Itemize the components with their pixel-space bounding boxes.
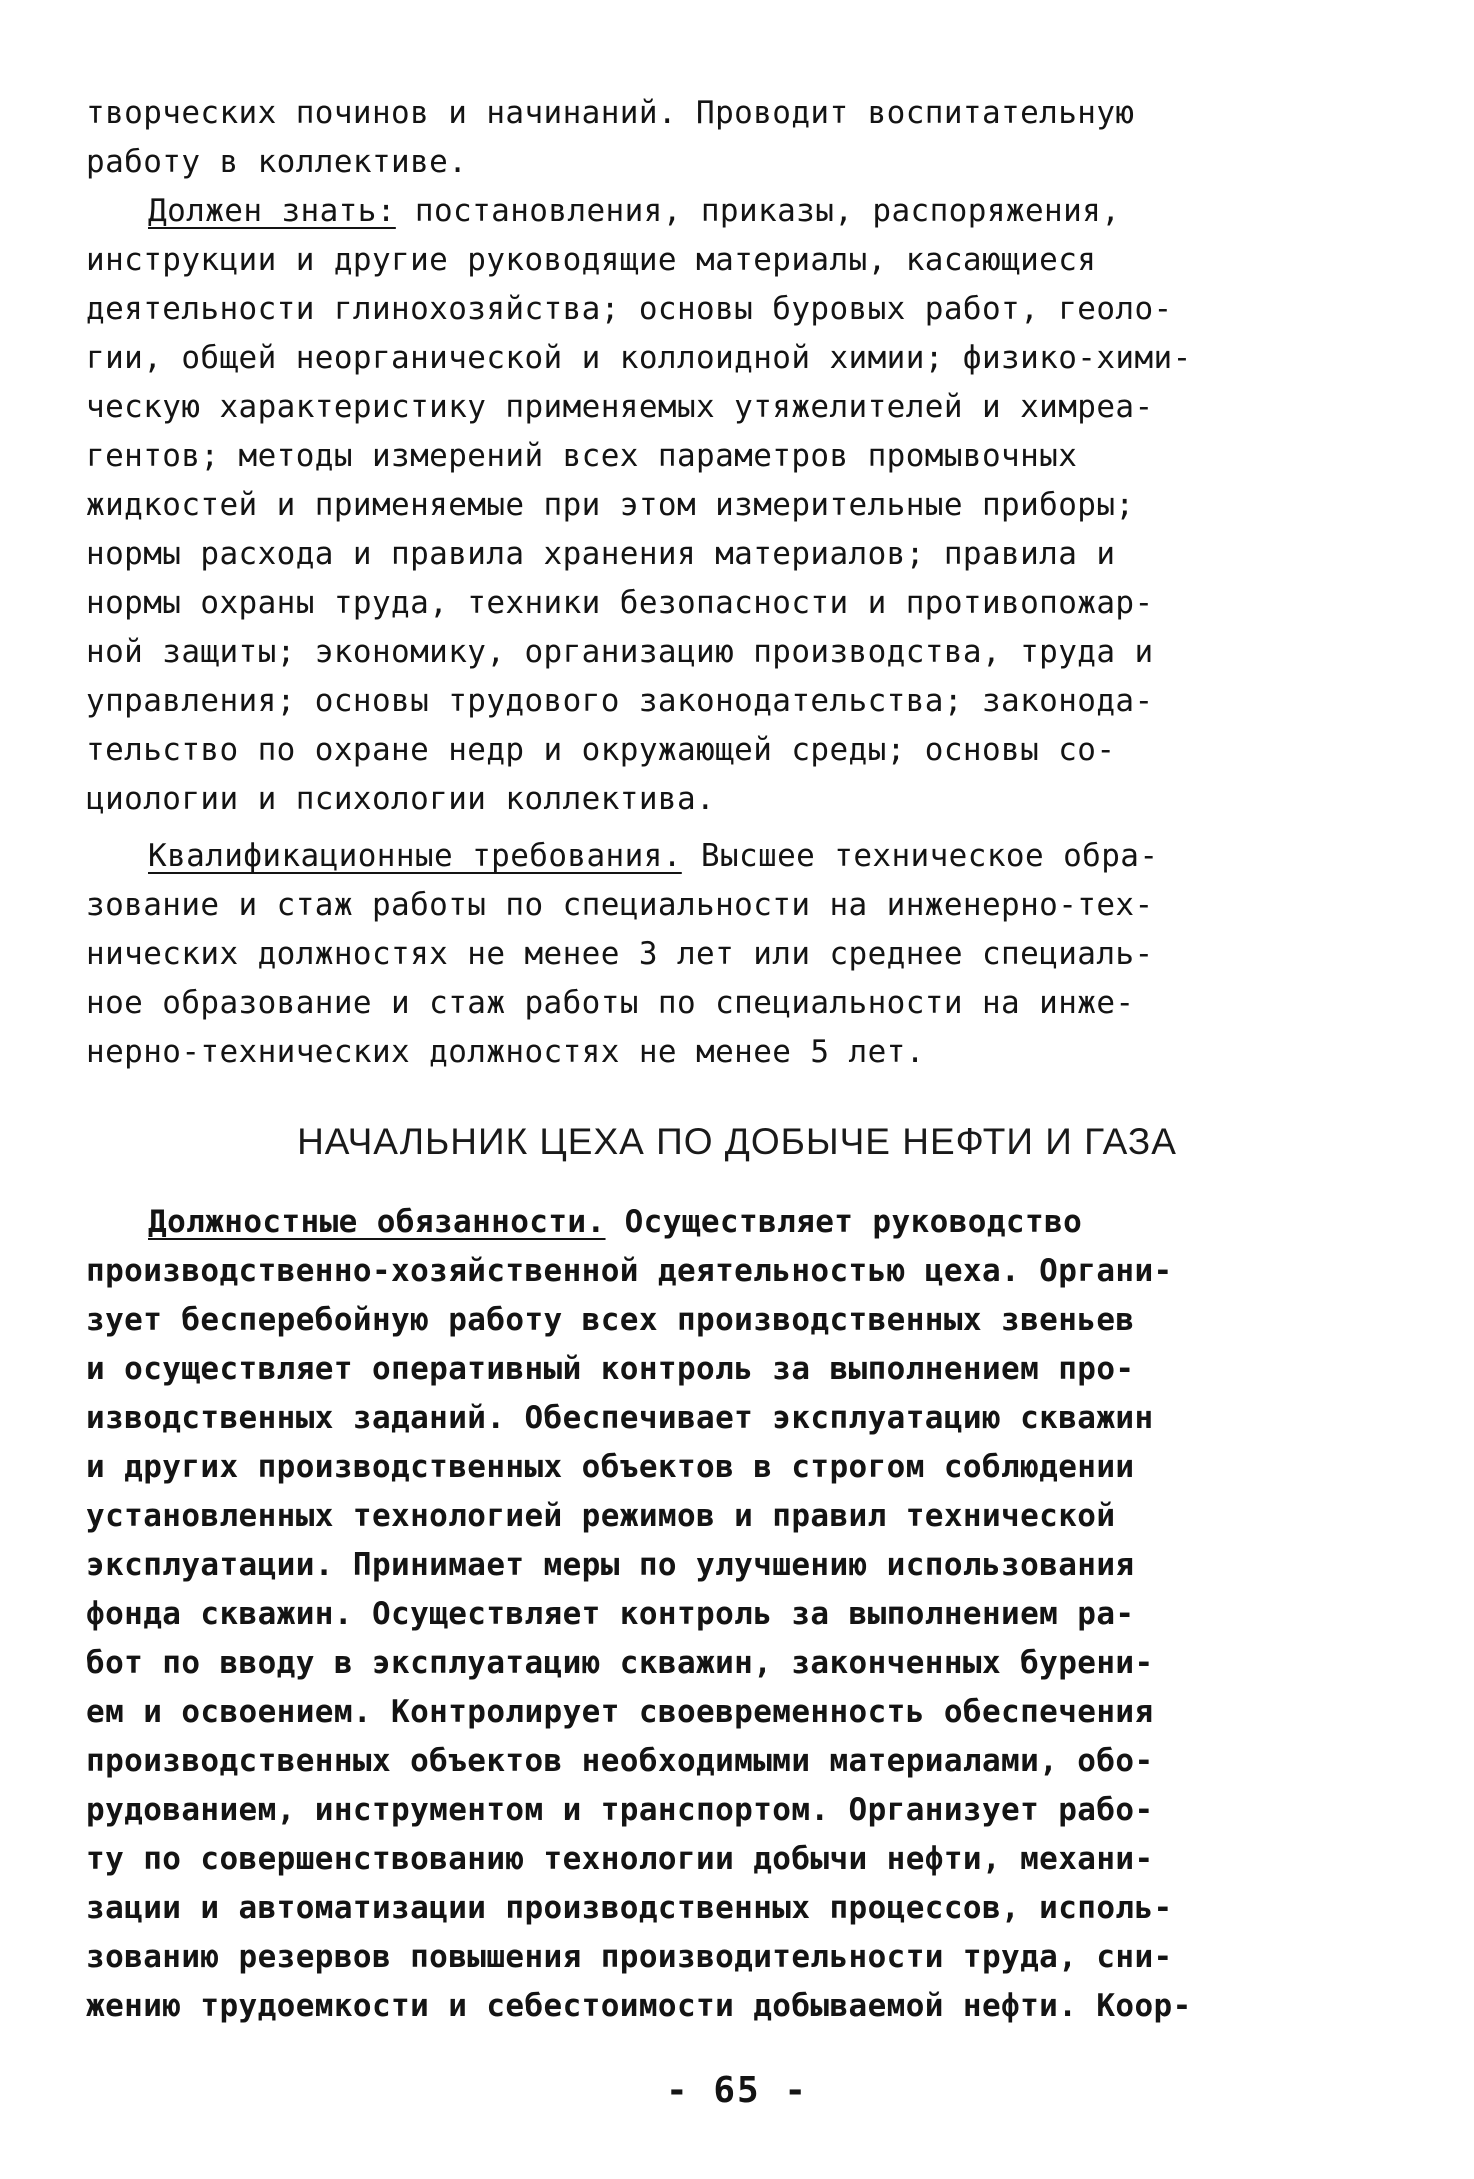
paragraph-line: ной защиты; экономику, организацию производства, труда и xyxy=(86,634,1154,670)
paragraph-line: гии, общей неорганической и коллоидной химии; физико-хими- xyxy=(86,340,1192,376)
paragraph-line: нормы расхода и правила хранения материалов; правила и xyxy=(86,536,1116,572)
paragraph-line: установленных технологией режимов и правил технической xyxy=(86,1498,1116,1534)
paragraph-line: и осуществляет оперативный контроль за выполнением про- xyxy=(86,1351,1135,1387)
paragraph-line: гентов; методы измерений всех параметров промывочных xyxy=(86,438,1078,474)
paragraph-line: работу в коллективе. xyxy=(86,144,468,180)
paragraph-line: ту по совершенствованию технологии добычи нефти, механи- xyxy=(86,1841,1154,1877)
qualification-first-text: Высшее техническое обра- xyxy=(700,838,1159,874)
paragraph-line: нерно-технических должностях не менее 5 лет. xyxy=(86,1034,925,1070)
duties-label: Должностные обязанности. xyxy=(148,1204,606,1240)
paragraph-line: жидкостей и применяемые при этом измерительные приборы; xyxy=(86,487,1135,523)
paragraph-line: жению трудоемкости и себестоимости добываемой нефти. Коор- xyxy=(86,1988,1192,2024)
paragraph-line: нических должностях не менее 3 лет или среднее специаль- xyxy=(86,936,1154,972)
section-heading: НАЧАЛЬНИК ЦЕХА ПО ДОБЫЧЕ НЕФТИ И ГАЗА xyxy=(297,1121,1177,1162)
paragraph-line: нормы охраны труда, техники безопасности и противопожар- xyxy=(86,585,1154,621)
paragraph-line: циологии и психологии коллектива. xyxy=(86,781,716,817)
knowledge-first-line xyxy=(148,187,1120,236)
paragraph-line: творческих починов и начинаний. Проводит воспитательную xyxy=(86,95,1135,131)
paragraph-line: ем и освоением. Контролирует своевременность обеспечения xyxy=(86,1694,1154,1730)
paragraph-line: и других производственных объектов в строгом соблюдении xyxy=(86,1449,1135,1485)
paragraph-line: зование и стаж работы по специальности на инженерно-тех- xyxy=(86,887,1154,923)
paragraph-line: управления; основы трудового законодательства; законода- xyxy=(86,683,1154,719)
paragraph-line: эксплуатации. Принимает меры по улучшению использования xyxy=(86,1547,1135,1583)
knowledge-label: Должен знать: xyxy=(148,193,396,229)
knowledge-first-text: постановления, приказы, распоряжения, xyxy=(414,193,1121,229)
qualification-label: Квалификационные требования. xyxy=(148,838,682,874)
page-number: - 65 - xyxy=(665,2070,809,2111)
duties-first-text: Осуществляет руководство xyxy=(624,1204,1083,1240)
paragraph-line: изводственных заданий. Обеспечивает эксплуатацию скважин xyxy=(86,1400,1154,1436)
paragraph-line: инструкции и другие руководящие материалы, касающиеся xyxy=(86,242,1097,278)
paragraph-line: зованию резервов повышения производительности труда, сни- xyxy=(86,1939,1173,1975)
paragraph-line: зации и автоматизации производственных процессов, исполь- xyxy=(86,1890,1173,1926)
paragraph-line: деятельности глинохозяйства; основы буровых работ, геоло- xyxy=(86,291,1173,327)
duties-first-line xyxy=(148,1198,1082,1247)
paragraph-line: ческую характеристику применяемых утяжелителей и химреа- xyxy=(86,389,1154,425)
paragraph-line: фонда скважин. Осуществляет контроль за выполнением ра- xyxy=(86,1596,1135,1632)
paragraph-line: производственно-хозяйственной деятельностью цеха. Органи- xyxy=(86,1253,1173,1289)
paragraph-line: ное образование и стаж работы по специальности на инже- xyxy=(86,985,1135,1021)
paragraph-line: зует бесперебойную работу всех производственных звеньев xyxy=(86,1302,1135,1338)
qualification-first-line xyxy=(148,832,1158,881)
paragraph-line: тельство по охране недр и окружающей среды; основы со- xyxy=(86,732,1116,768)
paragraph-line: производственных объектов необходимыми материалами, обо- xyxy=(86,1743,1154,1779)
paragraph-line: бот по вводу в эксплуатацию скважин, законченных бурени- xyxy=(86,1645,1154,1681)
paragraph-line: рудованием, инструментом и транспортом. Организует рабо- xyxy=(86,1792,1154,1828)
